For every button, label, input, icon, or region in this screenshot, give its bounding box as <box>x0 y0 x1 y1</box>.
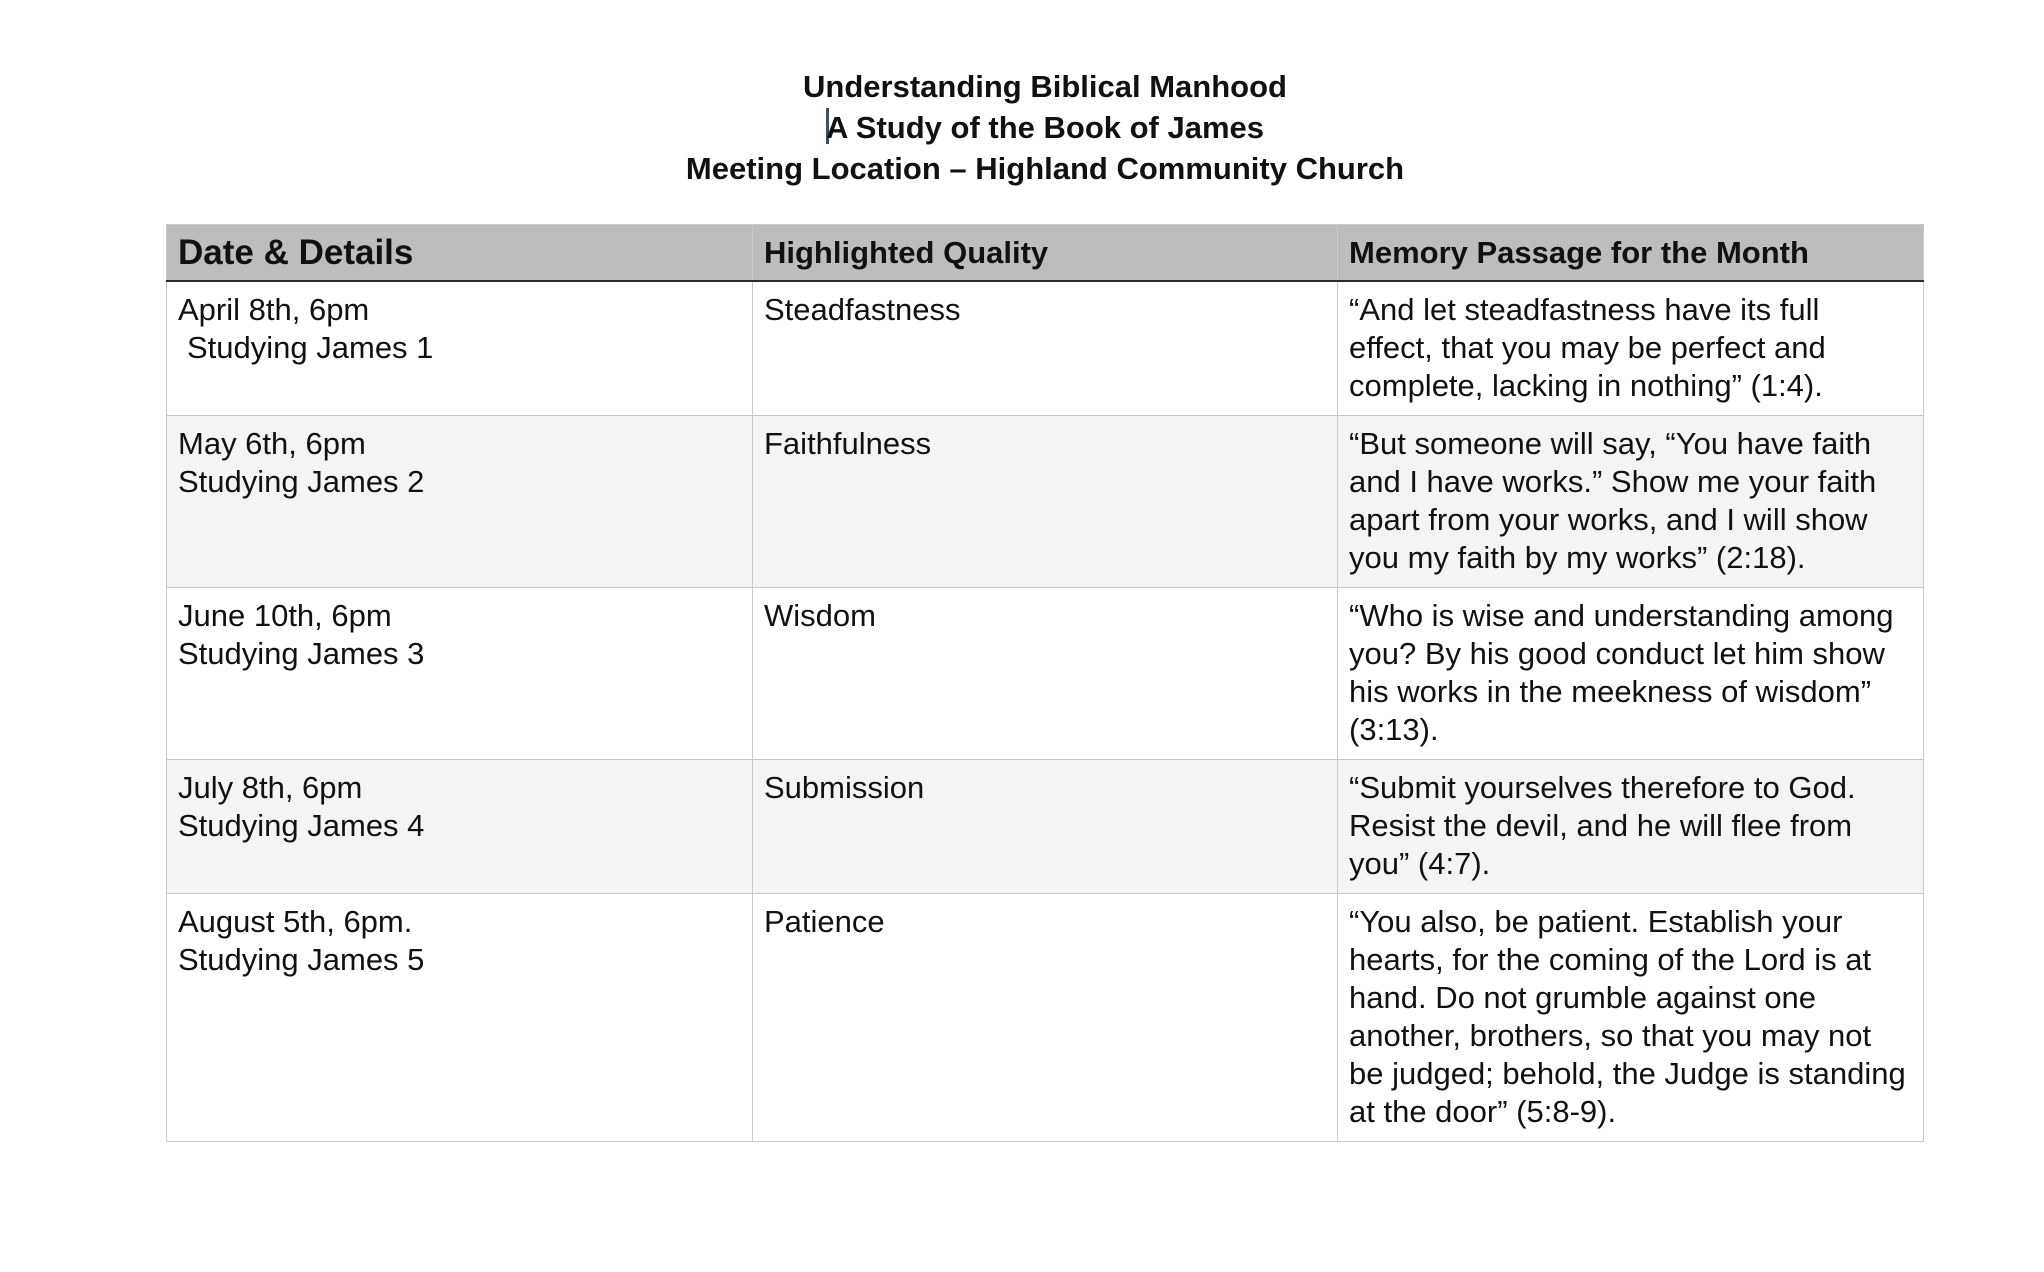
table-row <box>167 588 1924 760</box>
document-subtitle: A Study of the Book of James <box>825 110 1265 145</box>
study-chapter: Studying James 2 <box>178 464 425 499</box>
passage-cell: “And let steadfastness have its full effect, that you may be perfect and complete, lacking in nothing” (1:4). <box>1338 281 1924 416</box>
study-schedule-table <box>166 224 1924 1142</box>
quality-cell: Submission <box>753 760 1338 894</box>
passage-cell: “Submit yourselves therefore to God. Resist the devil, and he will flee from you” (4:7). <box>1338 760 1924 894</box>
column-header-date: Date & Details <box>167 225 753 282</box>
table-row <box>167 894 1924 1142</box>
meeting-location: Meeting Location – Highland Community Church <box>685 151 1405 186</box>
document-header <box>0 66 2044 189</box>
quality-cell: Wisdom <box>753 588 1338 760</box>
column-header-quality: Highlighted Quality <box>753 225 1338 282</box>
quality-cell: Faithfulness <box>753 416 1338 588</box>
meeting-date: May 6th, 6pm <box>178 426 366 461</box>
quality-cell: Steadfastness <box>753 281 1338 416</box>
passage-cell: “You also, be patient. Establish your hearts, for the coming of the Lord is at hand. Do not grumble against one another, brothers, so that you may not be judged; behold, the Judge is standing at the door” (5:8-9). <box>1338 894 1924 1142</box>
quality-cell: Patience <box>753 894 1338 1142</box>
date-details-cell <box>167 760 753 894</box>
document-title: Understanding Biblical Manhood <box>803 69 1287 104</box>
study-chapter: Studying James 5 <box>178 942 425 977</box>
passage-cell: “But someone will say, “You have faith and I have works.” Show me your faith apart from your works, and I will show you my faith by my works” (2:18). <box>1338 416 1924 588</box>
table-row <box>167 281 1924 416</box>
column-header-passage: Memory Passage for the Month <box>1338 225 1924 282</box>
study-chapter: Studying James 3 <box>178 636 425 671</box>
table-row <box>167 760 1924 894</box>
table-row <box>167 416 1924 588</box>
meeting-date: August 5th, 6pm. <box>178 904 413 939</box>
date-details-cell <box>167 588 753 760</box>
meeting-date: April 8th, 6pm <box>178 292 370 327</box>
date-details-cell <box>167 281 753 416</box>
study-chapter: Studying James 4 <box>178 808 425 843</box>
date-details-cell <box>167 416 753 588</box>
study-chapter: Studying James 1 <box>187 330 434 365</box>
passage-cell: “Who is wise and understanding among you? By his good conduct let him show his works in the meekness of wisdom” (3:13). <box>1338 588 1924 760</box>
table-header-row <box>167 225 1924 282</box>
date-details-cell <box>167 894 753 1142</box>
document-subtitle-line <box>0 107 2044 148</box>
meeting-date: June 10th, 6pm <box>178 598 392 633</box>
meeting-date: July 8th, 6pm <box>178 770 363 805</box>
